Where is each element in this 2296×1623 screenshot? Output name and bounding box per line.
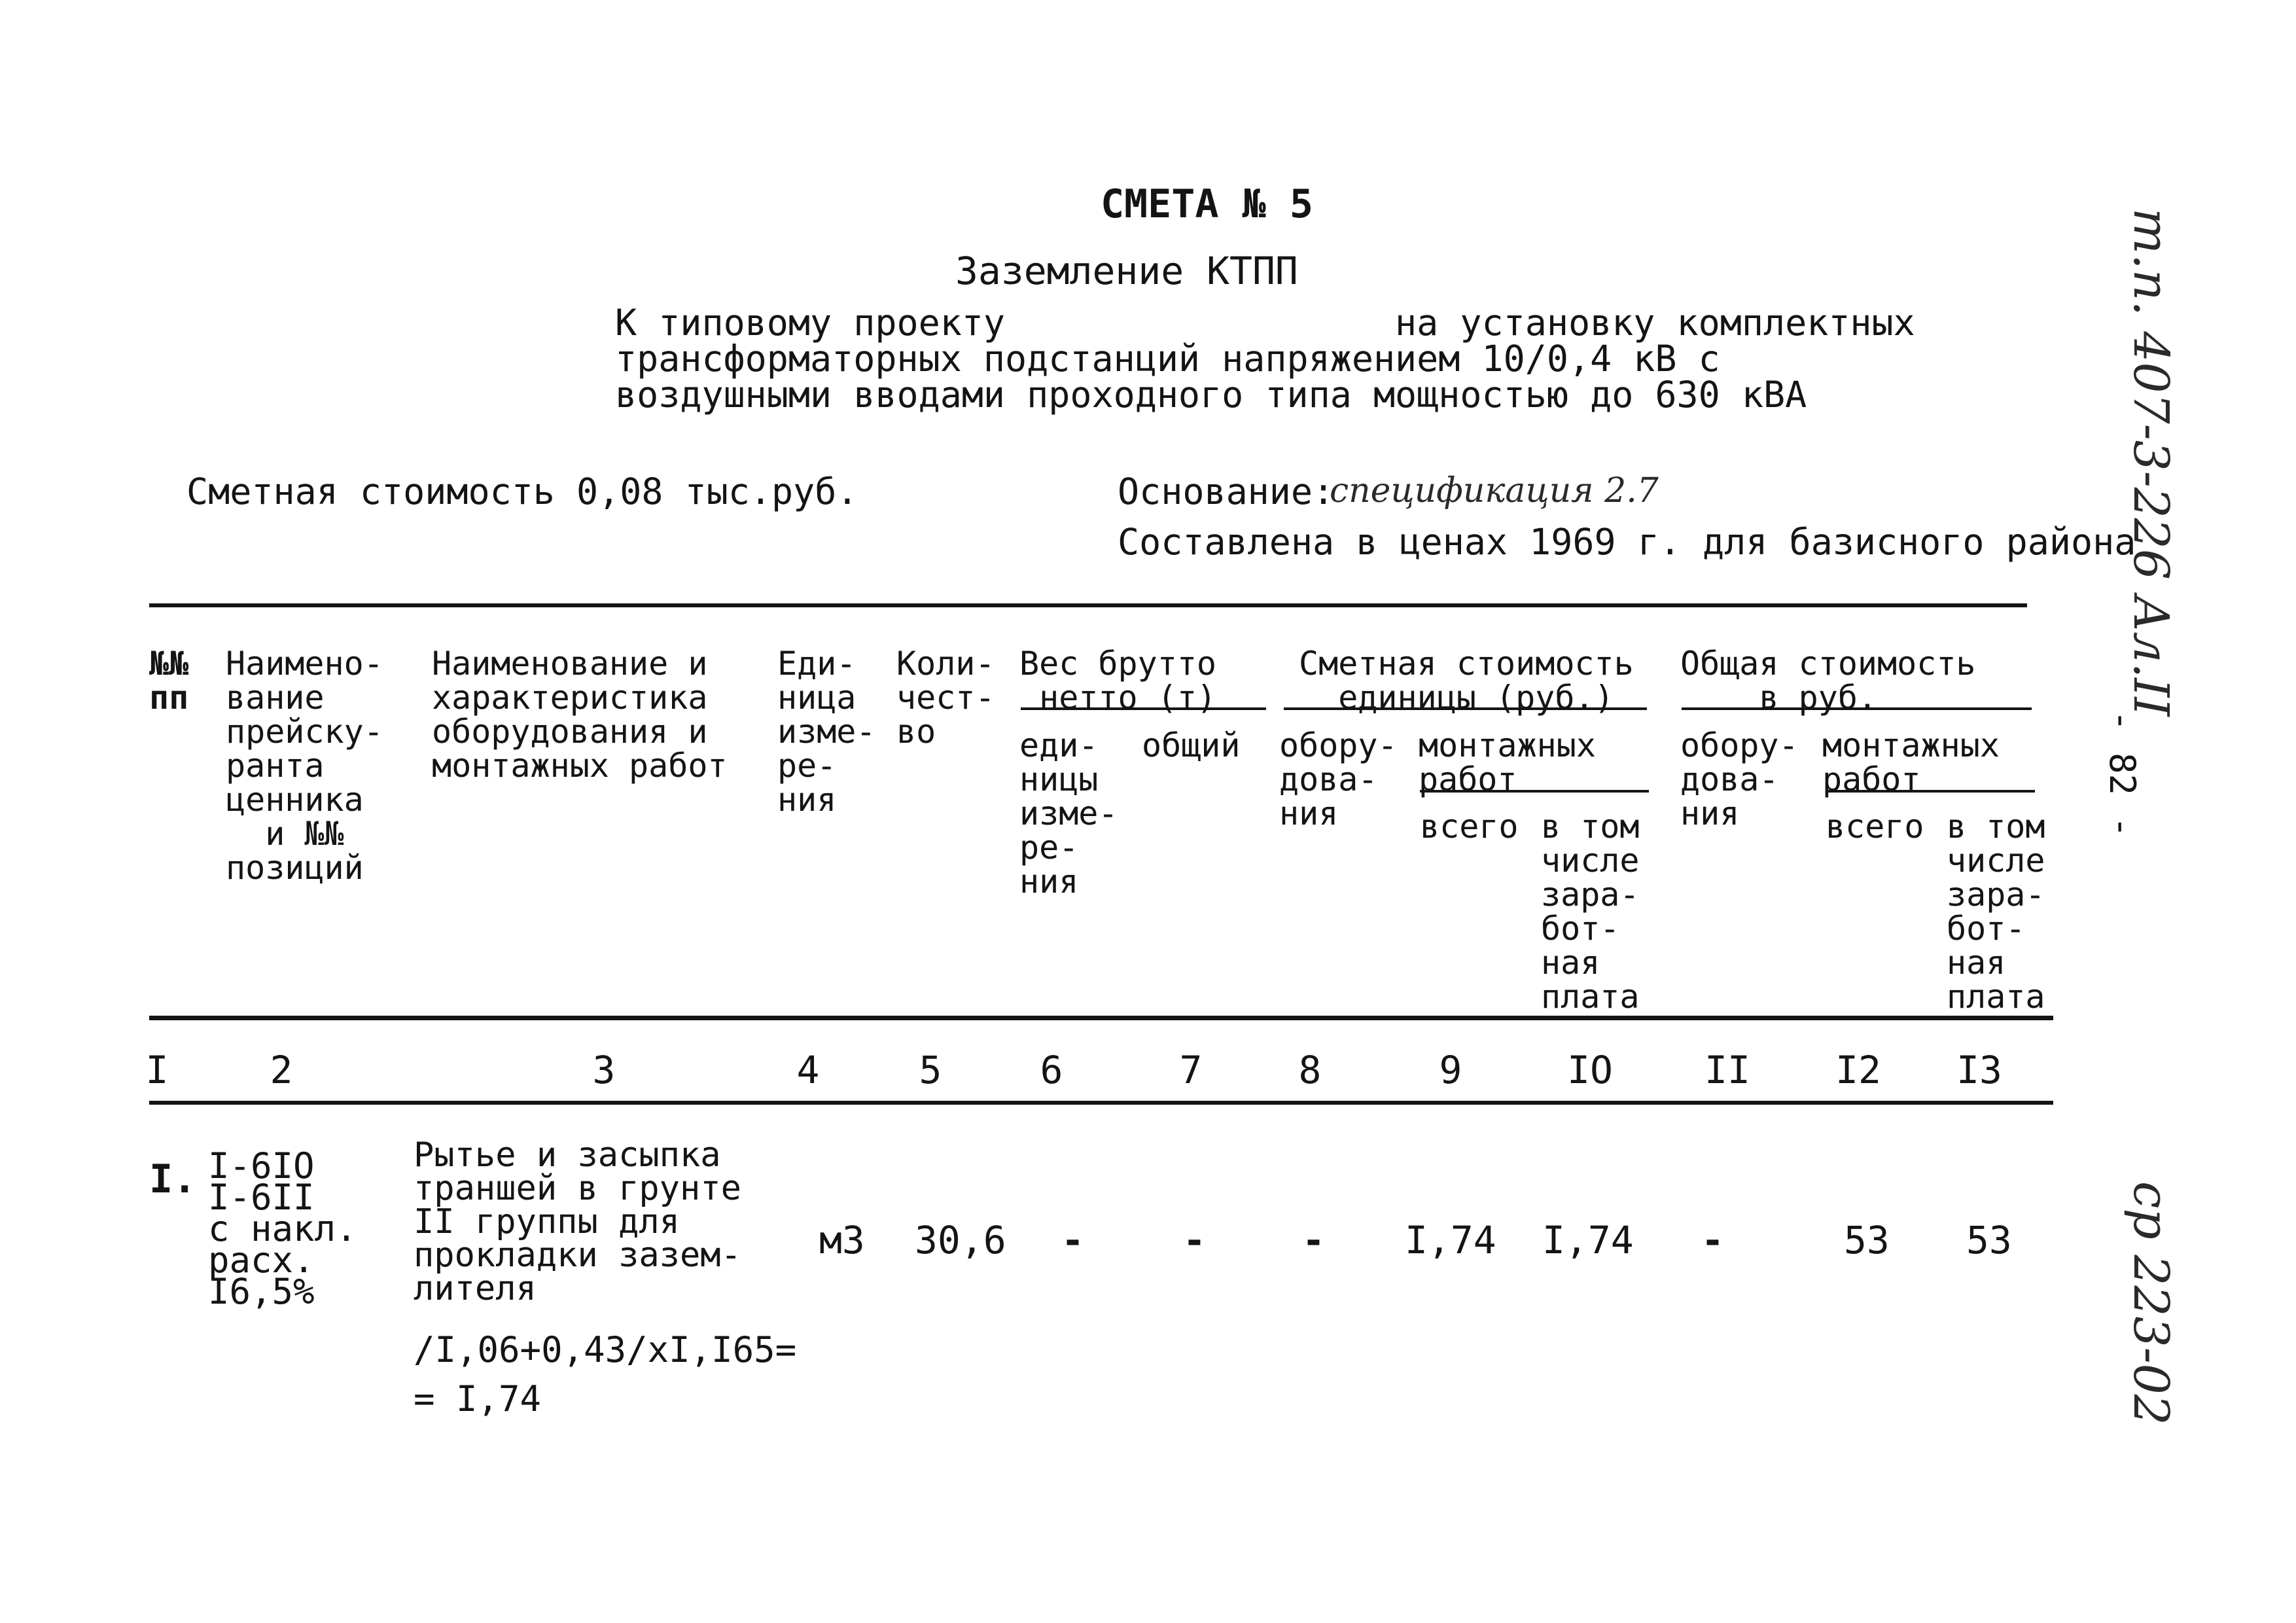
column-number: I2 [1835, 1048, 1881, 1092]
row-unit-cost-mount-salary: I,74 [1542, 1218, 1634, 1262]
header-weight-total: общий [1142, 726, 1241, 764]
header-total-cost-group: Общая стоимость в руб. [1680, 645, 1976, 717]
column-number: 9 [1439, 1048, 1462, 1092]
basis-value: спецификация 2.7 [1330, 471, 1659, 510]
basis-label: Основание: [1118, 471, 1335, 512]
column-number: 4 [796, 1048, 820, 1092]
row-unit: м3 [819, 1218, 865, 1262]
row-weight-unit: - [1061, 1218, 1084, 1262]
description-line-2: трансформаторных подстанций напряжением 10/0,4 кВ с [615, 338, 1720, 380]
row-pricelist: I-6IO I-6II с накл. расх. I6,5% [208, 1145, 357, 1312]
row-total-salary: 53 [1966, 1218, 2012, 1262]
header-row-number: №№ пп [149, 645, 189, 717]
column-number: 6 [1040, 1048, 1063, 1092]
column-number: 2 [270, 1048, 293, 1092]
row-total-mount: 53 [1844, 1218, 1890, 1262]
side-stamp-bottom: ср 223-02 [2123, 1181, 2179, 1425]
header-quantity: Коли- чест- во [896, 645, 995, 751]
column-number: I [145, 1048, 169, 1092]
header-pricelist: Наимено- вание прейску- ранта ценника и №№ позиций [226, 645, 383, 887]
header-total-cost-mount-salary: в том числе зара- бот- ная плата [1947, 808, 2045, 1016]
column-number: 7 [1179, 1048, 1203, 1092]
side-page-number: - 82 - [2102, 710, 2143, 838]
header-unit-cost-mount-salary: в том числе зара- бот- ная плата [1541, 808, 1640, 1016]
row-unit-cost-mount-total: I,74 [1405, 1218, 1496, 1262]
header-total-cost-mount-total: всего [1826, 808, 1924, 846]
header-unit-cost-mount-group: монтажных работ [1419, 726, 1596, 798]
header-unit: Еди- ница изме- ре- ния [777, 645, 876, 819]
row-number: I. [149, 1156, 197, 1202]
header-unit-cost-mount-total: всего [1420, 808, 1519, 846]
row-quantity: 30,6 [915, 1218, 1006, 1262]
header-total-cost-mount-group: монтажных работ [1822, 726, 2000, 798]
header-bottom-rule [149, 1016, 2053, 1020]
compiled-note: Составлена в ценах 1969 г. для базисного района [1118, 521, 2136, 563]
row-weight-total: - [1183, 1218, 1206, 1262]
header-weight-unit: еди- ницы изме- ре- ния [1019, 726, 1118, 901]
document-subtitle: Заземление КТПП [955, 249, 1298, 293]
estimated-cost: Сметная стоимость 0,08 тыс.руб. [186, 471, 858, 512]
column-number: I3 [1956, 1048, 2002, 1092]
row-total-equipment: - [1701, 1218, 1724, 1262]
description-line-1: К типовому проекту на установку комплектных [615, 302, 1915, 344]
description-line-3: воздушными вводами проходного типа мощностью до 630 кВА [615, 374, 1807, 416]
column-number: 3 [592, 1048, 616, 1092]
column-number: II [1704, 1048, 1750, 1092]
row-formula: /I,06+0,43/хI,I65= = I,74 [414, 1329, 797, 1419]
header-unit-cost-group: Сметная стоимость единицы (руб.) [1299, 645, 1634, 717]
row-unit-cost-equipment: - [1302, 1218, 1325, 1262]
header-weight-group: Вес брутто нетто (т) [1019, 645, 1217, 717]
header-unit-cost-equipment: обору- дова- ния [1279, 726, 1398, 832]
side-stamp-top: т.п. 407-3-226 Ал.II [2123, 208, 2179, 717]
header-total-cost-equipment: обору- дова- ния [1680, 726, 1799, 832]
document-title: СМЕТА № 5 [1100, 181, 1314, 227]
header-item-name: Наименование и характеристика оборудования и монтажных работ [432, 645, 728, 785]
column-number: 8 [1298, 1048, 1322, 1092]
row-item-name: Рытье и засыпка траншей в грунте II группы для прокладки зазем- лителя [414, 1135, 741, 1308]
column-number: IO [1567, 1048, 1613, 1092]
table-top-rule [149, 603, 2027, 607]
colnum-bottom-rule [149, 1101, 2053, 1105]
column-number: 5 [919, 1048, 942, 1092]
